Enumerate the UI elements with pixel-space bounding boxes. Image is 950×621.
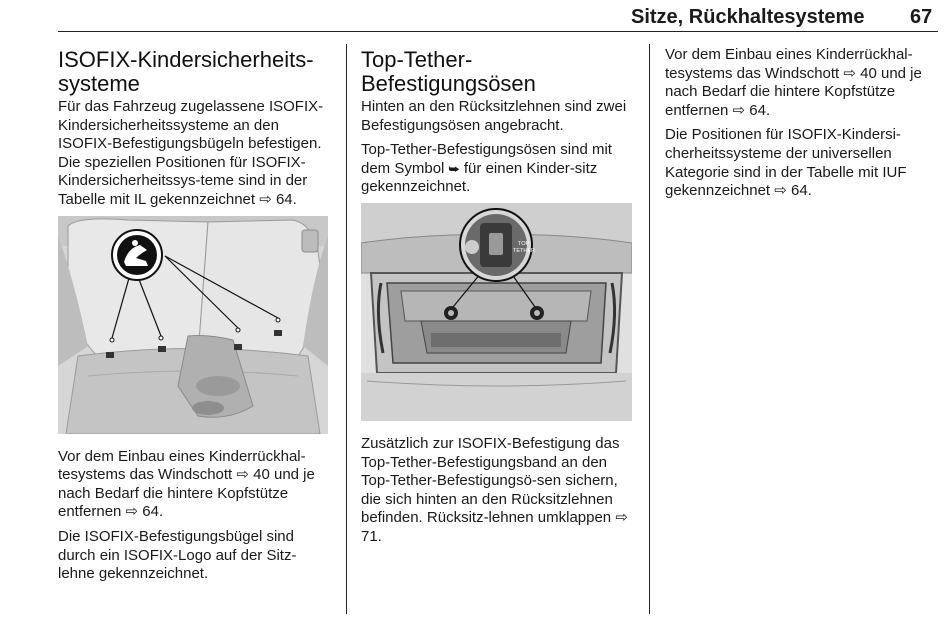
page-number: 67 [910,6,933,28]
top-tether-symbol-text-after: für einen Kinder-sitz gekennzeichnet. [361,159,598,196]
isofix-child-seat-icon [110,228,164,282]
top-tether-intro-paragraph: Hinten an den Rücksitzlehnen sind zwei Befestigungsösen angebracht. [361,98,627,134]
top-tether-instruction-paragraph: Zusätzlich zur ISOFIX-Befestigung das Top-Tether-Befestigungsband an den Top-Tether-Befestigungsö-sen sichern, die sich hinten an den Rücksitzlehnen befinden. Rücksitz-lehnen umklappen ⇨ 71. [361,434,628,545]
column-top-tether [361,44,636,553]
notes-windschott-paragraph: Vor dem Einbau eines Kinderrückhal-tesystems das Windschott ⇨ 40 und je nach Bedarf die hintere Kopfstütze entfernen ⇨ 64. [665,46,922,119]
isofix-heading-line1: ISOFIX-Kindersicherheits- [58,47,314,72]
top-tether-heading-line1: Top-Tether- [361,47,473,72]
isofix-intro-paragraph: Für das Fahrzeug zugelassene ISOFIX-Kindersicherheitssysteme an den ISOFIX-Befestigungsbügeln befestigen. Die speziellen Positionen für ISOFIX-Kindersicherheitssys-teme sind in der Tabelle mit IL gekennzeichnet ⇨ 64. [58,98,324,208]
column-divider-1 [346,44,347,614]
column-notes [665,44,940,207]
isofix-heading [58,48,333,96]
isofix-seat-illustration [58,216,328,434]
page-header [0,0,950,34]
column-isofix [58,44,333,590]
isofix-logo-paragraph: Die ISOFIX-Befestigungsbügel sind durch ein ISOFIX-Logo auf der Sitz-lehne gekennzeichnet. [58,527,297,583]
top-tether-heading [361,48,636,96]
notes-iuf-paragraph: Die Positionen für ISOFIX-Kindersi-cherheitssysteme der universellen Kategorie sind in der Tabelle mit IUF gekennzeichnet ⇨ 64. [665,126,907,200]
isofix-windschott-paragraph: Vor dem Einbau eines Kinderrückhal-tesystems das Windschott ⇨ 40 und je nach Bedarf die hintere Kopfstütze entfernen ⇨ 64. [58,447,315,521]
section-title: Sitze, Rückhaltesysteme [631,6,865,28]
header-divider [58,31,938,32]
top-tether-trunk-illustration [361,203,632,421]
top-tether-label-top: TOP [518,240,530,247]
top-tether-heading-line2: Befestigungsösen [361,71,536,96]
child-seat-symbol-icon: ⮩ [448,161,460,176]
column-divider-2 [649,44,650,614]
top-tether-symbol-paragraph [361,141,636,197]
top-tether-symbol-text-before: Top-Tether-Befestigungsösen sind mit dem Symbol [361,141,612,177]
top-tether-label-tether: TETHER [513,247,535,254]
isofix-heading-line2: systeme [58,71,140,96]
